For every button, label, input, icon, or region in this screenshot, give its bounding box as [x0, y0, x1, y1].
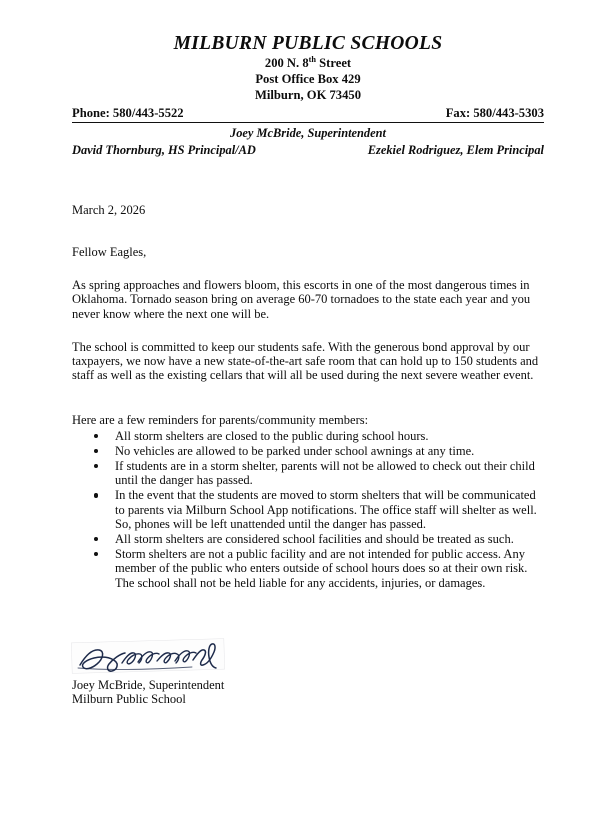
elem-principal-name: Ezekiel Rodriguez, Elem Principal: [367, 142, 544, 157]
list-item: [72, 459, 544, 487]
paragraph-1: As spring approaches and flowers bloom, this escorts in one of the most dangerous times in Oklahoma. Tornado season bring on average 60-70 tornadoes to the state each year and you never know where the next one will be.: [72, 278, 531, 321]
signer-details: [72, 678, 544, 706]
street-address-prefix: 200 N. 8: [264, 55, 309, 70]
street-address-suffix: Street: [316, 55, 352, 70]
fax-number: Fax: 580/443-5303: [445, 105, 544, 120]
letter-body: [72, 203, 544, 590]
list-item-text: If students are in a storm shelter, parents will not be allowed to check out their child until the danger has passed.: [115, 459, 535, 488]
po-box-address: Post Office Box 429: [255, 72, 361, 87]
hs-principal-name: David Thornburg, HS Principal/AD: [72, 142, 256, 157]
superintendent-name: Joey McBride, Superintendent: [230, 125, 386, 140]
paragraph-2: The school is committed to keep our students safe. With the generous bond approval by our taxpayers, we now have a new state-of-the-art safe room that can hold up to 150 students and staff as well as the existing cellars that will all be used during the next severe weather event.: [72, 339, 539, 383]
bullet-icon: [94, 493, 98, 497]
list-item-text: No vehicles are allowed to be parked under school awnings at any time.: [115, 443, 475, 458]
signature-block: [72, 637, 544, 706]
salutation: Fellow Eagles,: [72, 244, 147, 259]
list-item-text: All storm shelters are closed to the public during school hours.: [115, 428, 429, 443]
principals-row: [72, 142, 544, 158]
list-item-text: All storm shelters are considered school facilities and should be treated as such.: [115, 532, 514, 547]
signer-organization: Milburn Public School: [72, 692, 186, 707]
contact-row: [72, 106, 544, 123]
list-item-text: In the event that the students are moved to storm shelters that will be communicated to parents via Milburn School App notifications. The office staff will shelter as well. So, phones will be left unattended until the danger has passed.: [115, 488, 537, 531]
letter-date: March 2, 2026: [72, 202, 146, 217]
street-ordinal-suffix: th: [308, 54, 317, 64]
signature-image: [72, 637, 232, 677]
list-item: [72, 532, 544, 546]
bullet-icon: [94, 552, 98, 556]
bullet-icon: [94, 434, 98, 438]
street-address: [72, 55, 544, 71]
list-item: [72, 488, 544, 531]
school-name: MILBURN PUBLIC SCHOOLS: [173, 33, 443, 54]
bullet-icon: [94, 464, 98, 468]
phone-number: Phone: 580/443-5522: [72, 105, 184, 120]
signer-name: Joey McBride, Superintendent: [72, 677, 225, 692]
reminders-list: [72, 429, 544, 590]
bullet-icon: [94, 537, 98, 541]
letterhead: [72, 0, 544, 158]
signature-ink: [72, 637, 232, 677]
list-item: [72, 547, 544, 590]
reminders-intro: Here are a few reminders for parents/community members:: [72, 413, 369, 428]
city-state-zip: Milburn, OK 73450: [254, 88, 361, 103]
list-item: [72, 444, 544, 458]
letter-content: [72, 0, 544, 706]
list-item: [72, 429, 544, 443]
bullet-icon: [94, 449, 98, 453]
list-item-text: Storm shelters are not a public facility and are not intended for public access. Any member of the public who enters outside of school hours does so at their own risk. The school shall not be held liable for any accidents, injuries, or damages.: [115, 547, 528, 590]
